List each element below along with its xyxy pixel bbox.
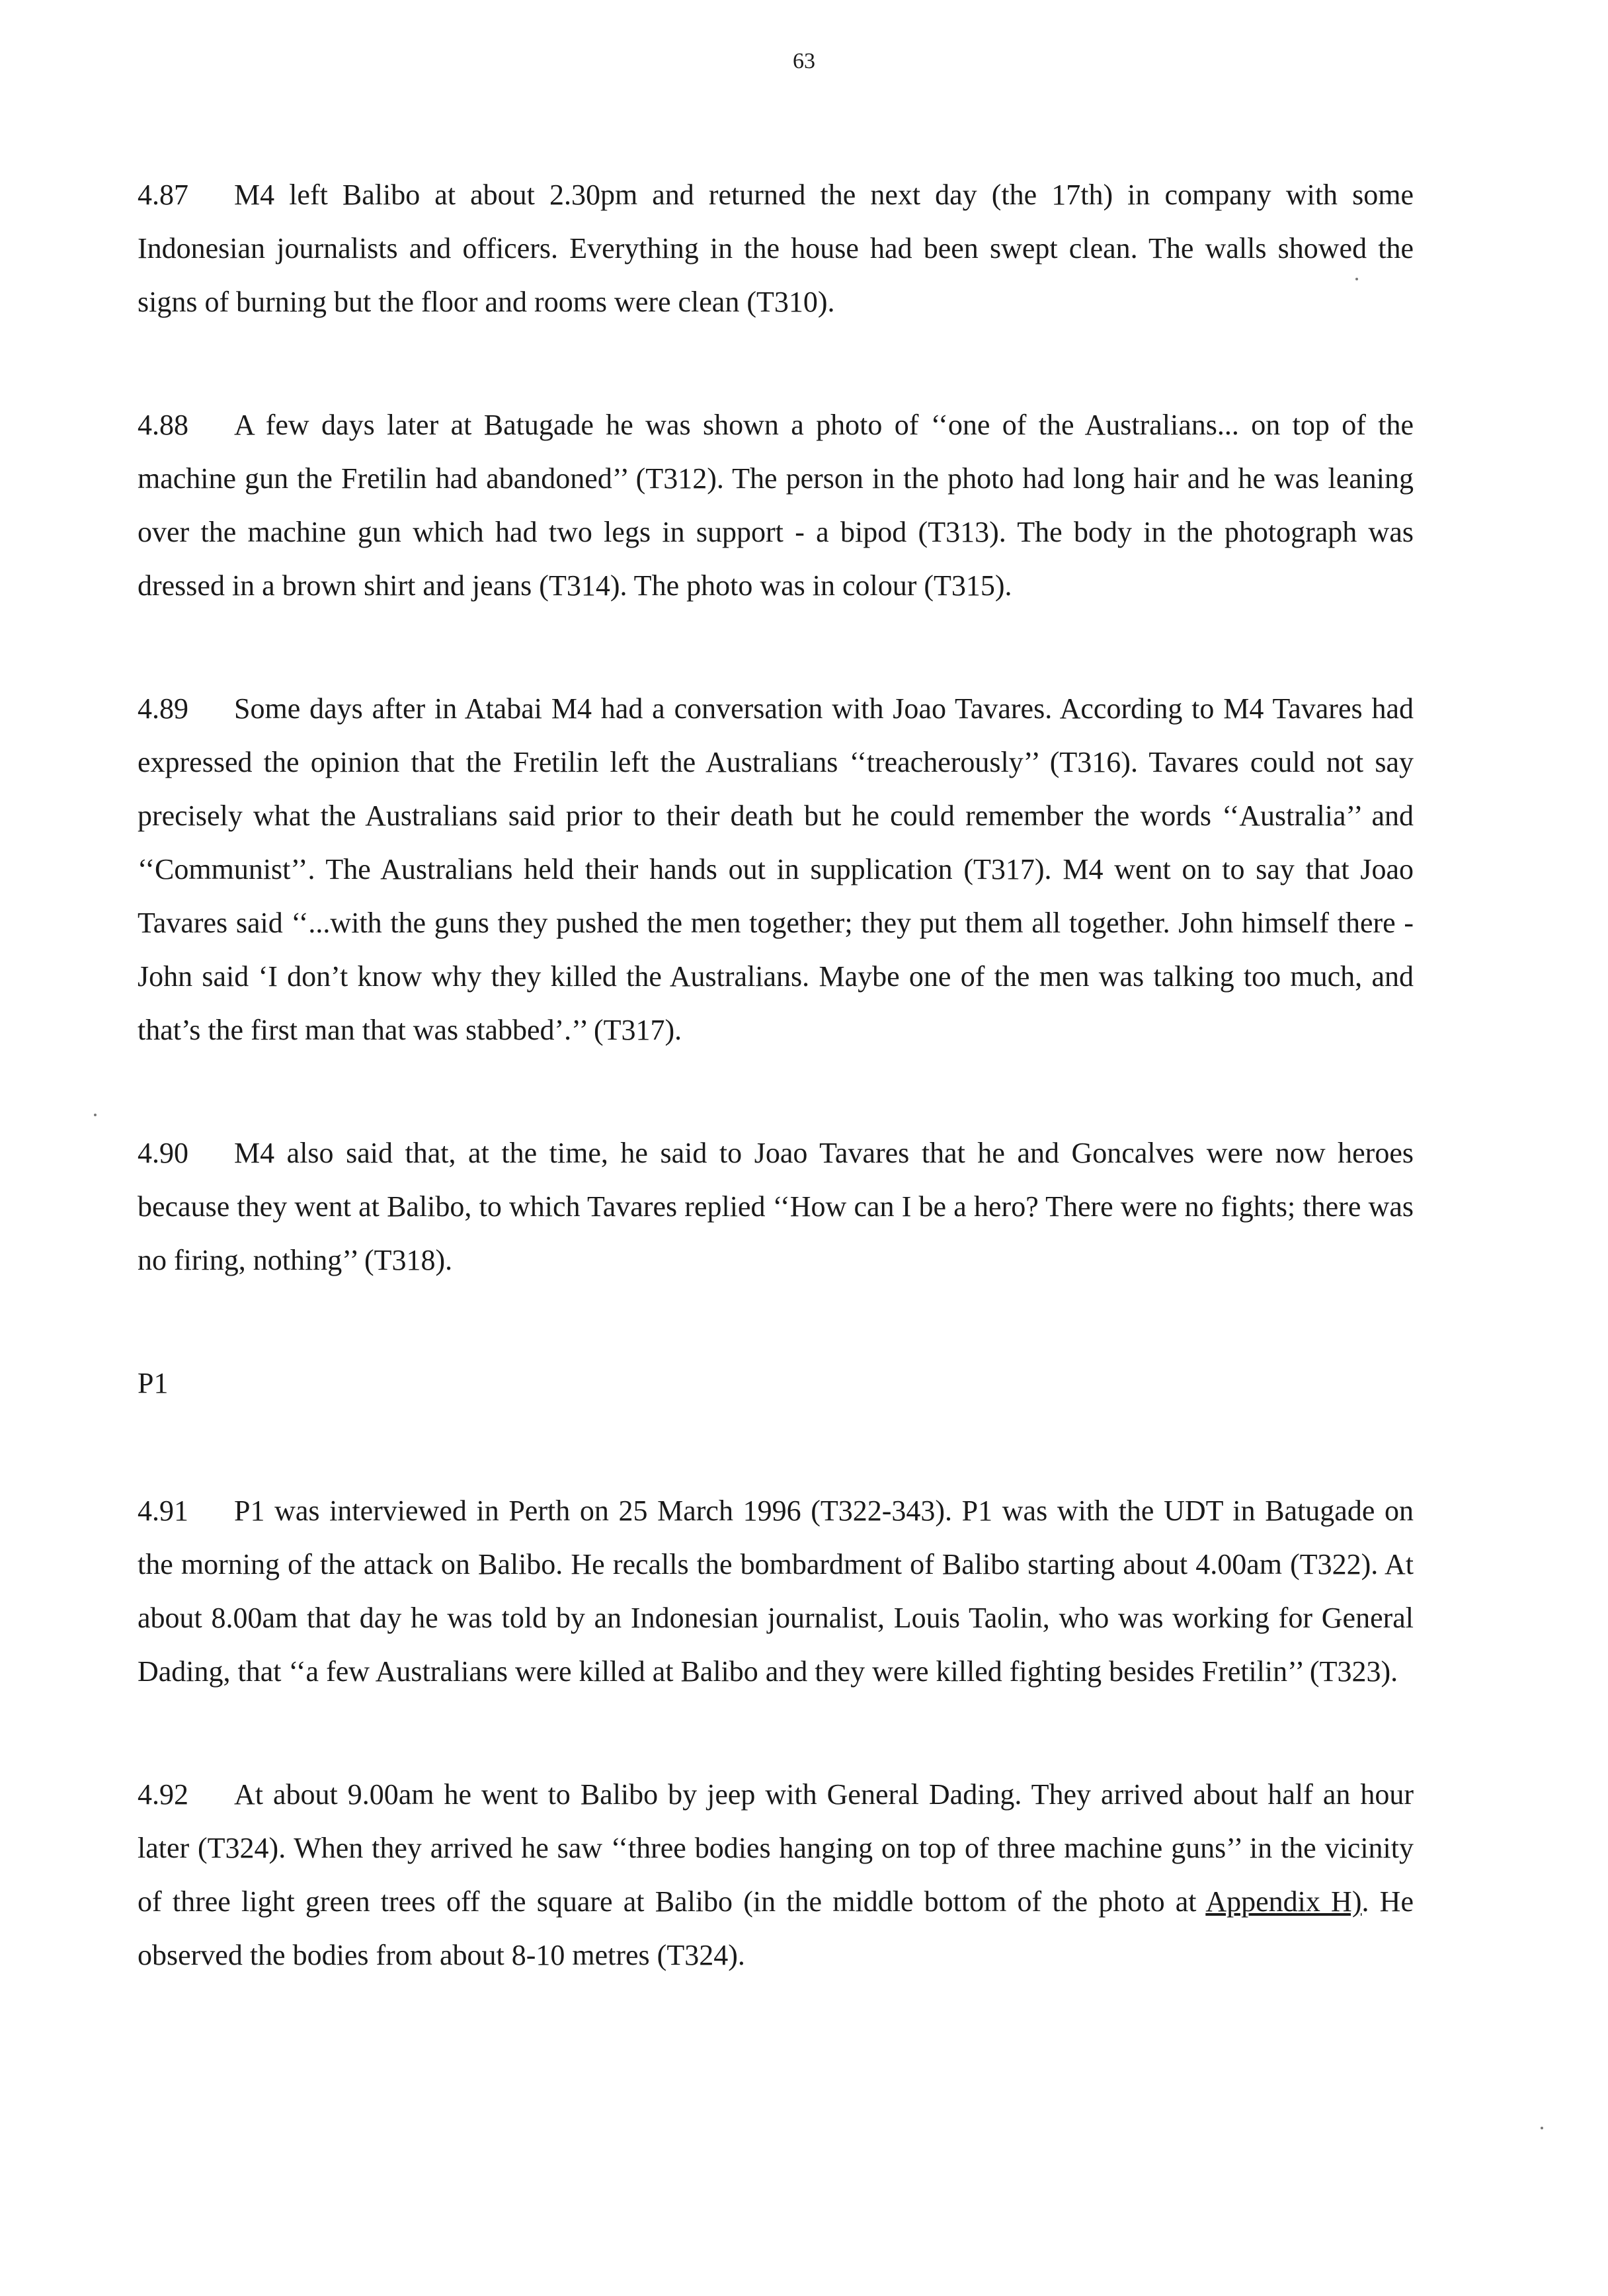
document-body [138, 168, 1414, 2051]
paragraph-4-89 [138, 682, 1414, 1057]
paragraph-text-end: . He observed the bodies from about 8-10 metres (T324). [138, 1885, 1414, 1971]
paragraph-4-88 [138, 398, 1414, 612]
paragraph-text: P1 was interviewed in Perth on 25 March 1996 (T322-343). P1 was with the UDT in Batugade on the morning of the attack on Balibo. He recalls the bombardment of Balibo starting about 4.00am (T322). At about 8.00am that day he was told by an Indonesian journalist, Louis Taolin, who was working for General Dading, that ‘‘a few Australians were killed at Balibo and they were killed fighting besides Fretilin’’ (T323). [138, 1495, 1414, 1688]
paragraph-4-91 [138, 1484, 1414, 1698]
paragraph-text: A few days later at Batugade he was shown a photo of ‘‘one of the Australians... on top of the machine gun the Fretilin had abandoned’’ (T312). The person in the photo had long hair and he was leaning over the machine gun which had two legs in support - a bipod (T313). The body in the photograph was dressed in a brown shirt and jeans (T314). The photo was in colour (T315). [138, 409, 1414, 602]
paragraph-number: 4.90 [138, 1137, 188, 1169]
page-number: 63 [793, 49, 815, 73]
paragraph-number: 4.87 [138, 179, 188, 211]
paragraph-4-87 [138, 168, 1414, 329]
paragraph-number: 4.88 [138, 409, 188, 441]
paragraph-number: 4.89 [138, 692, 188, 725]
paragraph-4-90 [138, 1126, 1414, 1287]
paragraph-4-92 [138, 1768, 1414, 1982]
scan-speck [1541, 2127, 1543, 2129]
paragraph-number: 4.91 [138, 1495, 188, 1527]
paragraph-text: Some days after in Atabai M4 had a conversation with Joao Tavares. According to M4 Tavares had expressed the opinion that the Fretilin left the Australians ‘‘treacherously’’ (T316). Tavares could not say precisely what the Australians said prior to their death but he could remember the words ‘‘Australia’’ and ‘‘Communist’’. The Australians held their hands out in supplication (T317). M4 went on to say that Joao Tavares said ‘‘...with the guns they pushed the men together; they put them all together. John himself there - John said ‘I don’t know why they killed the Australians. Maybe one of the men was talking too much, and that’s the first man that was stabbed’.’’ (T317). [138, 692, 1414, 1046]
paragraph-text: M4 also said that, at the time, he said to Joao Tavares that he and Goncalves were now heroes because they went at Balibo, to which Tavares replied ‘‘How can I be a hero? There were no fights; there was no firing, nothing’’ (T318). [138, 1137, 1414, 1276]
scan-speck [94, 1114, 97, 1116]
scan-speck [1355, 278, 1358, 280]
paragraph-text: At about 9.00am he went to Balibo by jeep with General Dading. They arrived about half an hour later (T324). When they arrived he saw ‘‘three bodies hanging on top of three machine guns’’ in the vicinity of three light green trees off the square at Balibo (in the middle bottom of the photo at [138, 1778, 1414, 1918]
section-heading-p1: P1 [138, 1367, 169, 1399]
paragraph-number: 4.92 [138, 1778, 188, 1811]
appendix-h-reference: Appendix H) [1205, 1885, 1362, 1918]
paragraph-text: M4 left Balibo at about 2.30pm and returned the next day (the 17th) in company with some Indonesian journalists and officers. Everything in the house had been swept clean. The walls showed the signs of burning but the floor and rooms were clean (T310). [138, 179, 1414, 318]
